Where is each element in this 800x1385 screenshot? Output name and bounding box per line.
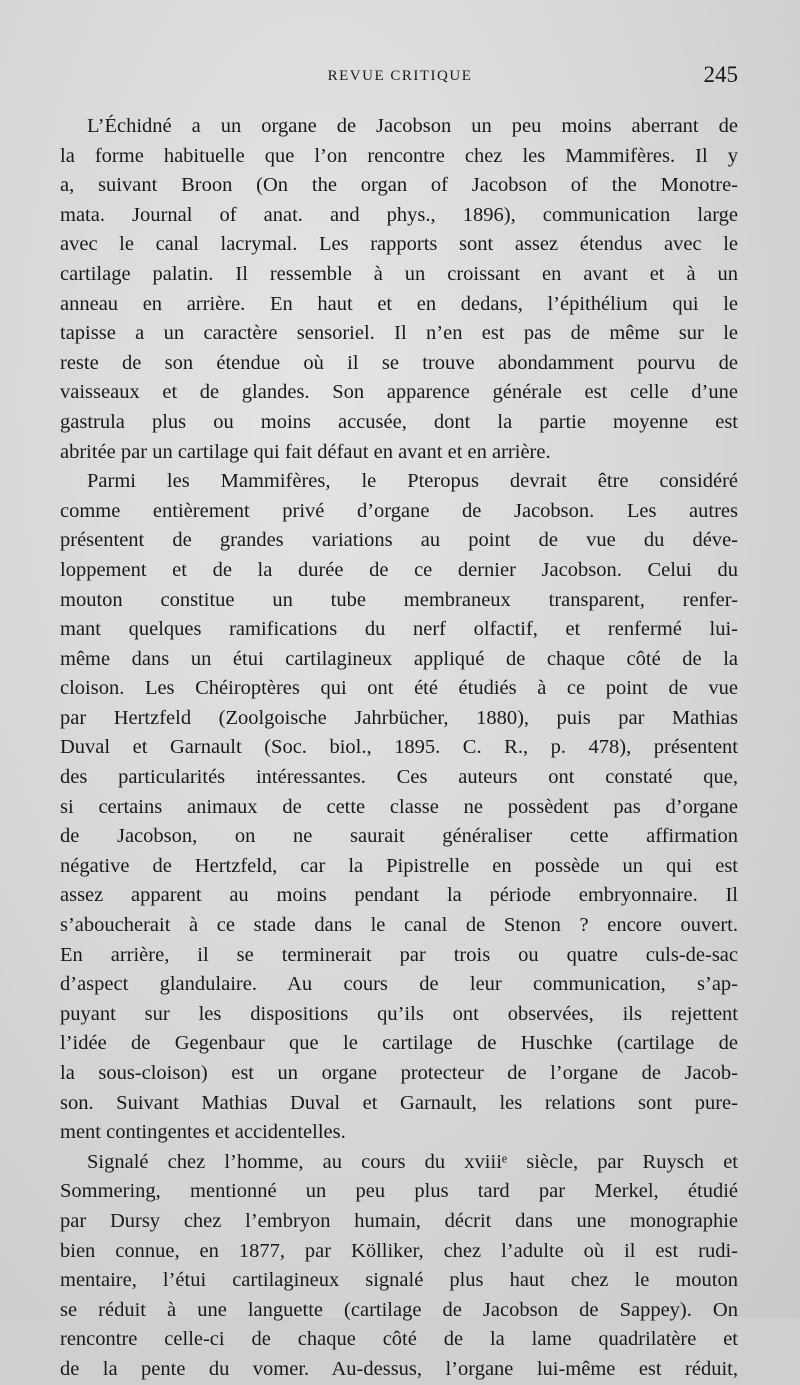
text-line: même dans un étui cartilagineux appliqué de chaque côté de la <box>60 647 738 670</box>
text-line: Signalé chez l’homme, au cours du xviiiᵉ siècle, par Ruysch et <box>87 1150 738 1173</box>
text-line: se réduit à une languette (cartilage de Jacobson de Sappey). On <box>60 1298 738 1321</box>
page-number: 245 <box>703 62 738 87</box>
text-line: anneau en arrière. En haut et en dedans, l’épithélium qui le <box>60 292 738 315</box>
text-line: mouton constitue un tube membraneux transparent, renfer- <box>60 588 738 611</box>
text-line: d’aspect glandulaire. Au cours de leur communication, s’ap- <box>60 973 738 996</box>
text-line: Sommering, mentionné un peu plus tard par Merkel, étudié <box>60 1180 738 1203</box>
text-line: tapisse a un caractère sensoriel. Il n’en est pas de même sur le <box>60 322 738 345</box>
text-line: son. Suivant Mathias Duval et Garnault, les relations sont pure- <box>60 1091 738 1114</box>
text-line: a, suivant Broon (On the organ of Jacobson of the Monotre- <box>60 174 738 197</box>
text-line: L’Échidné a un organe de Jacobson un peu moins aberrant de <box>87 115 738 137</box>
body-text <box>60 112 738 1385</box>
text-line: l’idée de Gegenbaur que le cartilage de Huschke (cartilage de <box>60 1032 738 1055</box>
text-line: la forme habituelle que l’on rencontre chez les Mammifères. Il y <box>60 144 738 167</box>
text-line: puyant sur les dispositions qu’ils ont observées, ils rejettent <box>60 1002 738 1025</box>
text-line: comme entièrement privé d’organe de Jacobson. Les autres <box>60 499 738 522</box>
text-line: des particularités intéressantes. Ces auteurs ont constaté que, <box>60 766 738 789</box>
text-line: la sous-cloison) est un organe protecteur de l’organe de Jacob- <box>60 1062 738 1084</box>
text-line: cloison. Les Chéiroptères qui ont été étudiés à ce point de vue <box>60 677 738 700</box>
text-line: gastrula plus ou moins accusée, dont la partie moyenne est <box>60 410 738 433</box>
text-line: mant quelques ramifications du nerf olfactif, et renfermé lui- <box>60 618 738 641</box>
text-line: s’aboucherait à ce stade dans le canal de Stenon ? encore ouvert. <box>60 914 738 937</box>
text-line: Parmi les Mammifères, le Pteropus devrait être considéré <box>87 470 738 493</box>
text-line: mentaire, l’étui cartilagineux signalé plus haut chez le mouton <box>60 1269 738 1292</box>
text-line: avec le canal lacrymal. Les rapports sont assez étendus avec le <box>60 233 738 256</box>
running-title: REVUE CRITIQUE <box>327 68 473 84</box>
text-line: assez apparent au moins pendant la période embryonnaire. Il <box>60 884 738 907</box>
text-line: reste de son étendue où il se trouve abondamment pourvu de <box>60 351 738 374</box>
text-line: bien connue, en 1877, par Kölliker, chez l’adulte où il est rudi- <box>60 1239 738 1262</box>
page-header <box>60 62 740 92</box>
text-line: rencontre celle-ci de chaque côté de la lame quadrilatère et <box>60 1328 738 1351</box>
text-line: loppement et de la durée de ce dernier Jacobson. Celui du <box>60 558 738 581</box>
text-line: de Jacobson, on ne saurait généraliser cette affirmation <box>60 825 738 848</box>
text-line: par Hertzfeld (Zoolgoische Jahrbücher, 1880), puis par Mathias <box>60 706 738 729</box>
text-line: Duval et Garnault (Soc. biol., 1895. C. R., p. 478), présentent <box>60 736 738 759</box>
text-line: présentent de grandes variations au point de vue du déve- <box>60 529 738 552</box>
text-line: abritée par un cartilage qui fait défaut en avant et en arrière. <box>60 440 551 463</box>
text-line: par Dursy chez l’embryon humain, décrit dans une monographie <box>60 1209 738 1232</box>
text-line: ment contingentes et accidentelles. <box>60 1121 346 1144</box>
text-line: négative de Hertzfeld, car la Pipistrelle en possède un qui est <box>60 854 738 877</box>
text-line: mata. Journal of anat. and phys., 1896), communication large <box>60 203 738 226</box>
text-line: vaisseaux et de glandes. Son apparence générale est celle d’une <box>60 381 738 404</box>
text-line: si certains animaux de cette classe ne possèdent pas d’organe <box>60 795 738 818</box>
text-line: de la pente du vomer. Au-dessus, l’organe lui-même est réduit, <box>60 1357 738 1380</box>
text-line: cartilage palatin. Il ressemble à un croissant en avant et à un <box>60 262 738 285</box>
text-line: En arrière, il se terminerait par trois ou quatre culs-de-sac <box>60 943 738 966</box>
